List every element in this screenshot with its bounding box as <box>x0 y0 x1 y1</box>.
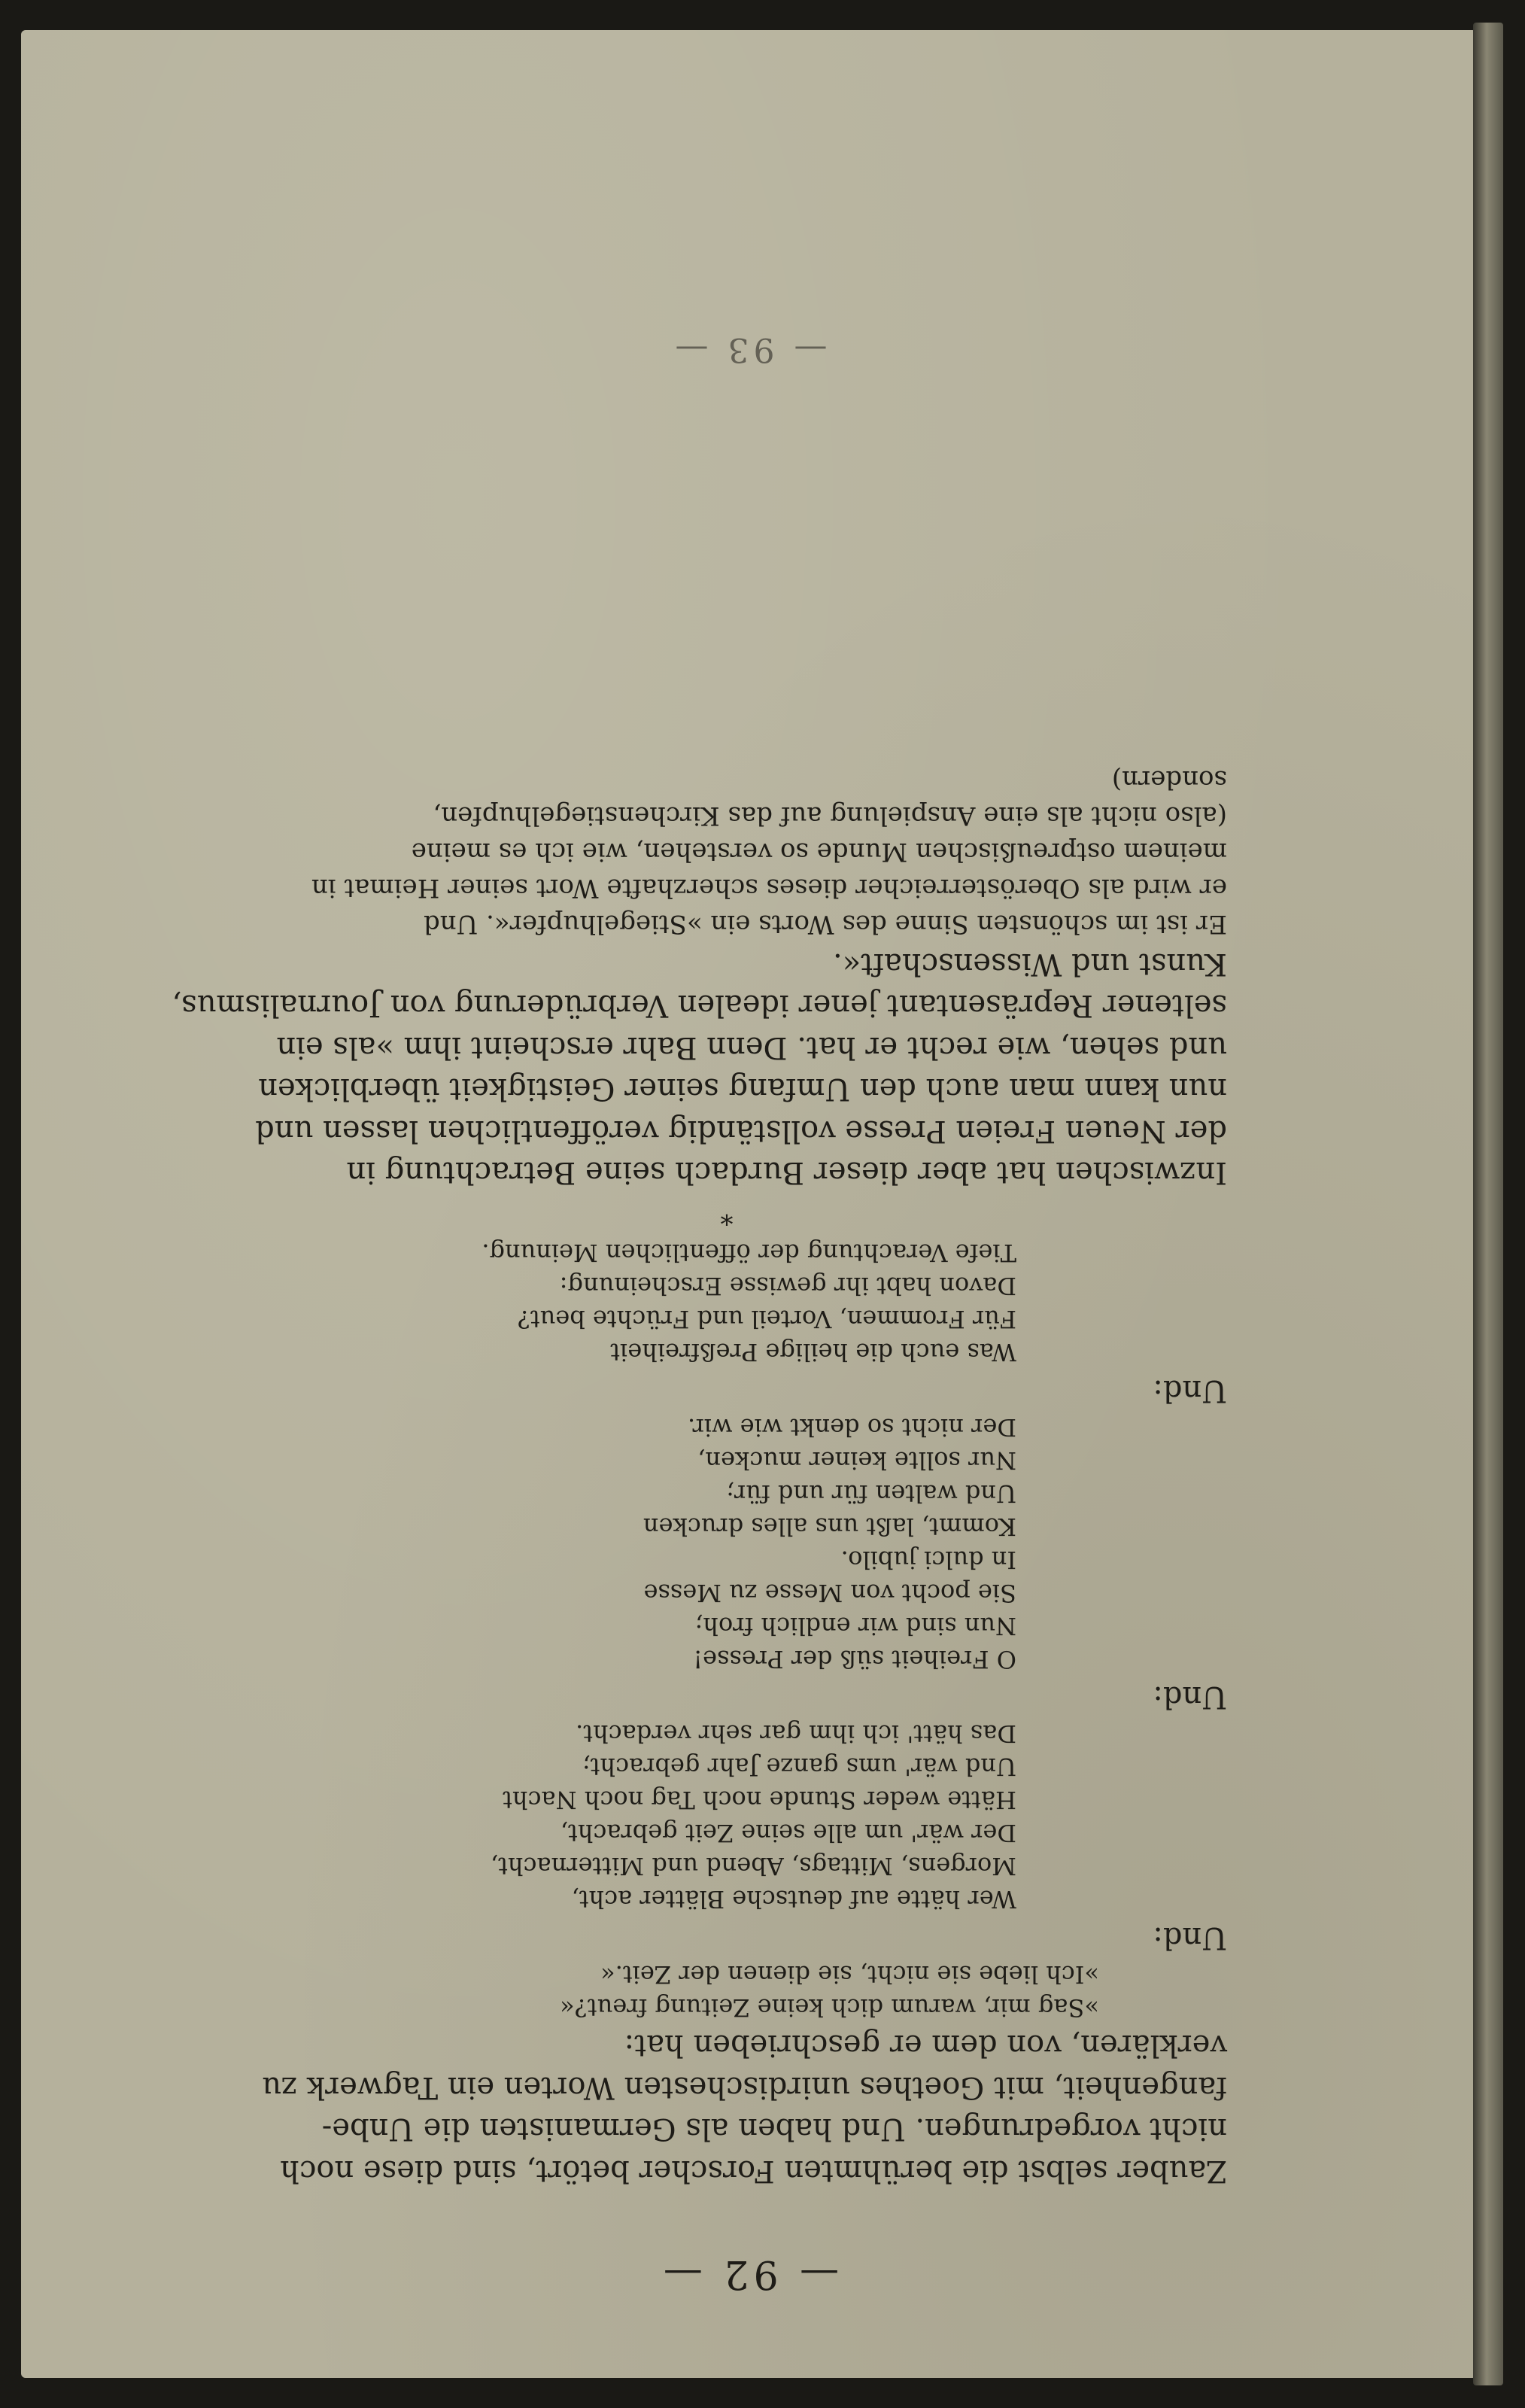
text-line: Inzwischen hat aber dieser Burdach seine Betrachtung in <box>346 1155 1227 1190</box>
verse-1 <box>226 1718 1016 1917</box>
text-line: er wird als Oberösterreicher dieses scherzhafte Wort seiner Heimat in <box>311 873 1227 904</box>
verse-line: Für Frommen, Vorteil und Früchte beut? <box>517 1305 1016 1334</box>
und-label: Und: <box>1153 1920 1227 1955</box>
body-text <box>172 762 1227 2192</box>
verse-line: »Ich liebe sie nicht, sie dienen der Zeit.« <box>600 1960 1099 1989</box>
verse-line: Nun sind wir endlich froh; <box>694 1612 1016 1640</box>
page-number-bottom: — 93 — <box>670 330 828 369</box>
text-line: und sehen, wie recht er hat. Denn Bahr erscheint ihm »als ein <box>276 1030 1227 1065</box>
text-line: meinem ostpreußischen Munde so verstehen, wie ich es meine <box>411 837 1227 868</box>
verse-line: Hätte weder Stunde noch Tag noch Nacht <box>503 1786 1016 1815</box>
paragraph-3 <box>226 762 1227 943</box>
verse-line: Kommt, laßt uns alles drucken <box>643 1513 1016 1541</box>
text-line: Kunst und Wissenschaft«. <box>833 947 1227 981</box>
verse-line: Und wär' ums ganze Jahr gebracht; <box>582 1753 1016 1782</box>
verse-line: Nur sollte keiner mucken, <box>697 1446 1016 1475</box>
verse-line: Und walten für und für; <box>726 1479 1016 1508</box>
verse-line: »Sag mir, warum dich keine Zeitung freut?« <box>560 1993 1099 2022</box>
text-line: Zauber selbst die berühmten Forscher betört, sind diese noch <box>280 2154 1227 2188</box>
verse-line: Wer hätte auf deutsche Blätter acht, <box>571 1885 1016 1914</box>
section-separator: * <box>720 1200 734 1231</box>
book-spine-edge <box>1473 23 1503 2385</box>
text-line: fangenheit, mit Goethes unirdischesten Worten ein Tagwerk zu <box>262 2070 1227 2105</box>
text-line: verklären, von dem er geschrieben hat: <box>624 2028 1227 2063</box>
page-number-top: — 92 — <box>658 2251 840 2297</box>
verse-line: Der nicht so denkt wie wir. <box>687 1413 1016 1442</box>
paragraph-2 <box>172 943 1227 1193</box>
text-line: seltener Repräsentant jener idealen Verbrüderung von Journalismus, <box>172 988 1227 1023</box>
text-line: Er ist im schönsten Sinne des Worts ein »Stiegelhupfer«. Und <box>423 909 1227 940</box>
verse-line: O Freiheit süß der Presse! <box>693 1645 1016 1674</box>
verse-line: Das hätt' ich ihm gar sehr verdacht. <box>576 1719 1016 1749</box>
verse-line: Tiefe Verachtung der öffentlichen Meinung. <box>481 1239 1016 1268</box>
verse-line: Was euch die heilige Preßfreiheit <box>610 1338 1016 1367</box>
rotated-page-content <box>21 30 1477 2378</box>
verse-line: In dulci jubilo. <box>840 1546 1016 1574</box>
und-label: Und: <box>1153 1373 1227 1408</box>
text-line: sondern) <box>1111 765 1227 795</box>
verse-2 <box>226 1411 1016 1676</box>
book-page <box>21 30 1477 2378</box>
paragraph-1 <box>226 2024 1227 2191</box>
quote-1 <box>226 1958 1099 2024</box>
verse-line: Der wär' um alle seine Zeit gebracht, <box>560 1819 1016 1848</box>
verse-line: Morgens, Mittags, Abend und Mitternacht, <box>490 1852 1016 1881</box>
text-line: der Neuen Freien Presse vollständig veröffentlichen lassen und <box>255 1114 1227 1148</box>
verse-line: Sie pocht von Messe zu Messe <box>643 1579 1016 1607</box>
und-label: Und: <box>1153 1680 1227 1715</box>
text-line: nun kann man auch den Umfang seiner Geistigkeit überblicken <box>258 1072 1227 1107</box>
text-line: (also nicht als eine Anspielung auf das Kirchenstiegelhupfen, <box>433 801 1227 832</box>
text-line: nicht vorgedrungen. Und haben als Germanisten die Unbe- <box>321 2112 1227 2147</box>
verse-3 <box>226 1237 1016 1370</box>
verse-line: Davon habt ihr gewisse Erscheinung: <box>559 1272 1016 1301</box>
